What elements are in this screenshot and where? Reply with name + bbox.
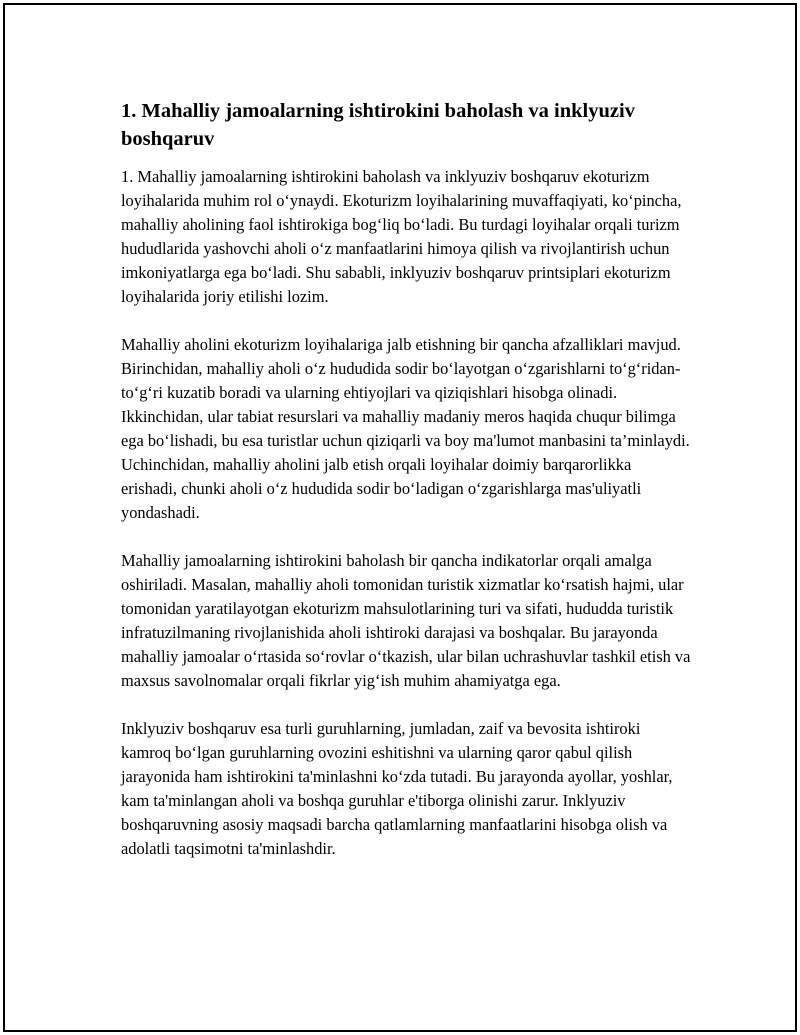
section-heading: 1. Mahalliy jamoalarning ishtirokini baholash va inklyuziv boshqaruv: [121, 100, 635, 150]
paragraph-2: Mahalliy aholini ekoturizm loyihalariga jalb etishning bir qancha afzalliklari mavjud. Birinchidan, mahalliy aholi o‘z hududida sodir bo‘layotgan o‘zgarishlarni to‘g‘ridan-to‘g‘ri kuzatib boradi va ularning ehtiyojlari va qiziqishlari hisobga olinadi. Ikkinchidan, ular tabiat resurslari va mahalliy madaniy meros haqida chuqur bilimga ega bo‘lishadi, bu esa turistlar uchun qiziqarli va boy ma'lumot manbasini ta’minlaydi. Uchinchidan, mahalliy aholini jalb etish orqali loyihalar doimiy barqarorlikka erishadi, chunki aholi o‘z hududida sodir bo‘ladigan o‘zgarishlarga mas'uliyatli yondashadi.: [121, 335, 690, 522]
paragraph-4: Inklyuziv boshqaruv esa turli guruhlarning, jumladan, zaif va bevosita ishtiroki kamroq bo‘lgan guruhlarning ovozini eshitishni va ularning qaror qabul qilish jarayonida ham ishtirokini ta'minlashni ko‘zda tutadi. Bu jarayonda ayollar, yoshlar, kam ta'minlangan aholi va boshqa guruhlar e'tiborga olinishi zarur. Inklyuziv boshqaruvning asosiy maqsadi barcha qatlamlarning manfaatlarini hisobga olish va adolatli taqsimotni ta'minlashdir.: [121, 719, 673, 858]
paragraph-3: Mahalliy jamoalarning ishtirokini baholash bir qancha indikatorlar orqali amalga oshiriladi. Masalan, mahalliy aholi tomonidan turistik xizmatlar ko‘rsatish hajmi, ular tomonidan yaratilayotgan ekoturizm mahsulotlarining turi va sifati, hududda turistik infratuzilmaning rivojlanishida aholi ishtiroki darajasi va boshqalar. Bu jarayonda mahalliy jamoalar o‘rtasida so‘rovlar o‘tkazish, ular bilan uchrashuvlar tashkil etish va maxsus savolnomalar orqali fikrlar yig‘ish muhim ahamiyatga ega.: [121, 551, 691, 690]
paragraph-1: 1. Mahalliy jamoalarning ishtirokini baholash va inklyuziv boshqaruv ekoturizm loyihalarida muhim rol o‘ynaydi. Ekoturizm loyihalarining muvaffaqiyati, ko‘pincha, mahalliy aholining faol ishtirokiga bog‘liq bo‘ladi. Bu turdagi loyihalar orqali turizm hududlarida yashovchi aholi o‘z manfaatlarini himoya qilish va rivojlantirish uchun imkoniyatlarga ega bo‘ladi. Shu sababli, inklyuziv boshqaruv printsiplari ekoturizm loyihalarida joriy etilishi lozim.: [121, 167, 682, 306]
page-frame: [3, 3, 797, 1032]
document-body: [121, 97, 691, 885]
